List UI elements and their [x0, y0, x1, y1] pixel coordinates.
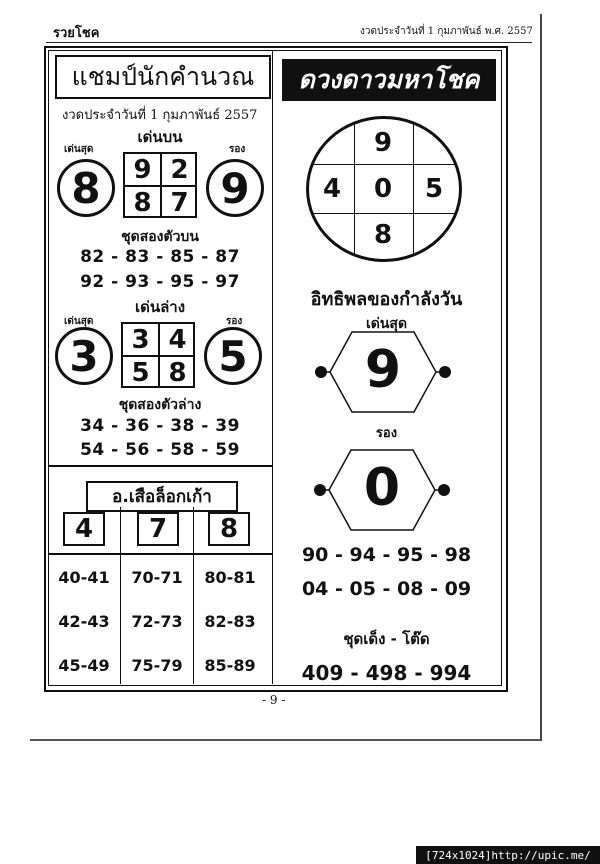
tiger-cell: 42-43: [58, 612, 110, 631]
influence-main-value: 9: [364, 340, 402, 400]
influence-second-label: รอง: [375, 426, 398, 441]
tiger-cell: 72-73: [131, 612, 183, 631]
bottom-pairs-heading: ชุดสองตัวล่าง: [118, 397, 202, 413]
tiger-cell: 45-49: [58, 656, 110, 675]
influence-main-label: เด่นสุด: [365, 316, 408, 332]
bottom-main-label: เด่นสุด: [64, 316, 94, 327]
grid-cell: 9: [133, 154, 152, 185]
grid-cell: 4: [158, 324, 195, 355]
top-second-label: รอง: [229, 144, 246, 155]
grid-cell: 8: [125, 185, 160, 218]
circle-digit-left: 4: [322, 174, 342, 204]
influence-second-value: 0: [363, 458, 401, 518]
champion-title: แชมป์นักคำนวณ: [55, 55, 271, 99]
top-pairs-row-2: 92 - 93 - 95 - 97: [80, 272, 240, 292]
left-date: งวดประจำวันที่ 1 กุมภาพันธ์ 2557: [62, 108, 258, 123]
tiger-cell: 82-83: [204, 612, 256, 631]
set-values: 409 - 498 - 994: [301, 661, 472, 685]
grid-cell: 7: [160, 185, 197, 218]
tiger-digit-box: 8: [208, 512, 250, 546]
top-main-circle: 8: [57, 159, 115, 217]
tiger-digit-box: 4: [63, 512, 105, 546]
panel-divider: [48, 465, 272, 467]
bottom-pairs-row-2: 54 - 56 - 58 - 59: [80, 440, 240, 460]
tiger-title: อ.เสือล็อกเก้า: [86, 481, 238, 512]
tiger-cell: 80-81: [204, 568, 256, 587]
top-main-label: เด่นสุด: [64, 144, 94, 155]
top-heading: เด่นบน: [137, 128, 183, 146]
tiger-cell: 70-71: [131, 568, 183, 587]
influence-heading: อิทธิพลของกำลังวัน: [310, 289, 463, 310]
grid-cell: 8: [158, 355, 195, 388]
magazine-name: รวยโชค: [53, 26, 100, 41]
top-digit-grid: [123, 152, 197, 218]
tiger-rule: [48, 553, 272, 555]
top-pairs-row-1: 82 - 83 - 85 - 87: [80, 247, 240, 267]
set-label: ชุดเด็ง - โต๊ด: [343, 630, 430, 648]
top-pairs-heading: ชุดสองตัวบน: [121, 229, 199, 245]
tiger-cell: 85-89: [204, 656, 256, 675]
circle-digit-center: 0: [373, 174, 393, 204]
influence-row-1: 90 - 94 - 95 - 98: [301, 544, 472, 566]
bottom-pairs-row-1: 34 - 36 - 38 - 39: [80, 416, 240, 436]
grid-cell: 2: [160, 154, 197, 185]
tiger-cell: 75-79: [131, 656, 183, 675]
page-number: - 9 -: [262, 693, 286, 707]
top-second-circle: 9: [206, 159, 264, 217]
image-watermark: [724x1024]http://upic.me/: [416, 846, 600, 864]
grid-cell: 5: [123, 355, 158, 388]
grid-cell: 3: [131, 324, 150, 355]
bottom-digit-grid: [121, 322, 195, 388]
influence-row-2: 04 - 05 - 08 - 09: [301, 578, 472, 600]
bottom-heading: เด่นล่าง: [134, 298, 186, 316]
star-title: ดวงดาวมหาโชค: [282, 59, 496, 101]
tiger-digit-box: 7: [137, 512, 179, 546]
circle-digit-bottom: 8: [373, 220, 393, 250]
circle-digit-right: 5: [424, 174, 444, 204]
issue-date: งวดประจำวันที่ 1 กุมภาพันธ์ พ.ศ. 2557: [360, 26, 533, 37]
header-rule: [46, 42, 532, 43]
bottom-second-circle: 5: [204, 327, 262, 385]
bottom-second-label: รอง: [226, 316, 243, 327]
tiger-cell: 40-41: [58, 568, 110, 587]
bottom-main-circle: 3: [55, 327, 113, 385]
circle-digit-top: 9: [373, 128, 393, 158]
